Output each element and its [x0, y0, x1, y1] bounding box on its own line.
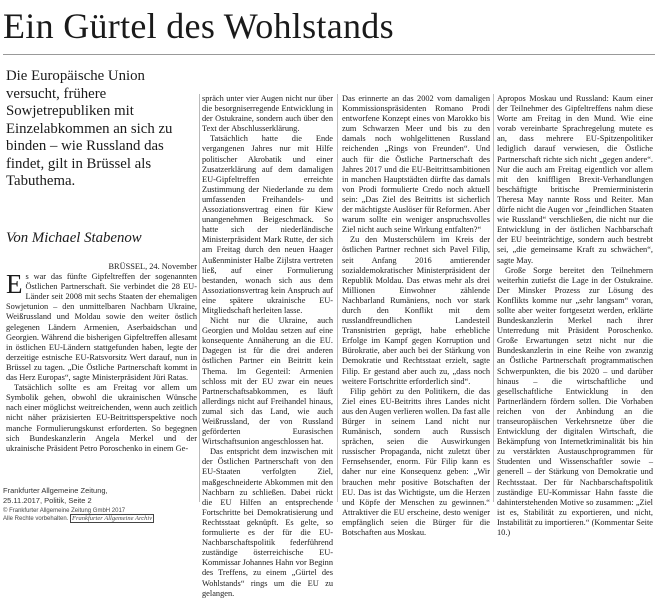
- column-3-paragraph: Das erinnerte an das 2002 vom damaligen Kommissionspräsidenten Romano Prodi entworfene Konzept eines von Marokko bis zum Schwarzen Meer und bis zu den damals noch wohlgelittenen Russland reichenden „Rings von Freunden“. Und auch für die Östliche Partnerschaft des Jahres 2017 und die EU-Beitrittsambitionen in manchen Hauptstädten dürfte das damals von Prodi formulierte Credo noch aktuell sein: „Das Ziel des Beitritts ist sicherlich der mächtigste Auslöser für Reformen. Aber warum sollte ein weniger anspruchsvolles Ziel nicht auch seine Wirkung entfalten?“: [342, 94, 490, 235]
- column-4-paragraph: Große Sorge bereitet den Teilnehmern weiterhin zutiefst die Lage in der Ostukraine. Der Minsker Prozess zur Lösung des Konflikts komme nur „sehr langsam“ voran, sollte aber weiter fortgesetzt werden, erklärte Bundeskanzlerin Merkel nach ihrer Unterredung mit Präsident Poroschenko. Große Erwartungen setzt nicht nur die Bundeskanzlerin in eine Reihe von zwanzig an Östliche Partnerschaft programmatischen Schwerpunkten, die bis 2020 – und darüber hinaus – die wirtschaftliche und gesellschaftliche Entwicklung in den Partnerländern fördern sollen. Die Vorhaben reichen von der Anbindung an die transeuropäischen Verkehrsnetze über die Entwicklung der digitalen Wirtschaft, die Bekämpfung von Internetkriminalität bis hin zu verstärkten Austauschprogrammen für Studenten und Wissenschaftler sowie – generell – der Stärkung von Demokratie und Rechtsstaat. Der für Nachbarschaftspolitik zuständige EU-Kommissar Hahn fasste die dahinterstehenden Motive so zusammen: „Ziel ist es, Stabilität zu exportieren, und nicht, Instabilität zu importieren.“ (Kommentar Seite 10.): [497, 265, 653, 538]
- dateline: BRÜSSEL, 24. November: [108, 262, 197, 271]
- column-divider: [337, 94, 338, 502]
- column-3-paragraph: Filip gehört zu den Politikern, die das Ziel eines EU-Beitritts ihres Landes nicht aus den Augen verlieren wollen. Da fast alle Bürger in seinem Land nicht nur Rumänisch, sondern auch Russisch sprächen, seien die Auswirkungen russischer Propaganda, nicht zuletzt über Fernsehsender, enorm. Für Filip kann es daher nur eine Konsequenz geben: „Wir brauchen mehr positive Botschaften der EU. Das ist das Wichtigste, um die Herzen und Köpfe der Menschen zu gewinnen.“ Attraktiver die EU erscheine, desto weniger empfänglich seien die Bürger für die Botschaften aus Moskau.: [342, 386, 490, 538]
- article-column-1: [6, 262, 197, 482]
- column-1-paragraph: Es war das fünfte Gipfeltreffen der sogenannten Östlichen Partnerschaft. Sie verbindet die 28 EU-Länder seit 2008 mit sechs Staaten der ehemaligen Sowjetunion – den unmittelbaren Nachbarn Ukraine, Weißrussland und Moldau sowie den weiter östlich gelegenen Ländern Armenien, Aserbaidschan und Georgien. Während die bisherigen Gipfeltreffen allesamt in östlichen EU-Ländern stattgefunden haben, legte der derzeitige estnische EU-Ratsvorsitz Wert darauf, nun in Brüssel zu tagen. „Die Östliche Partnerschaft kommt in das Herz Europas“, sagte Ministerpräsident Jüri Ratas.: [6, 269, 197, 383]
- source-footer: [3, 486, 243, 523]
- article-column-4: [497, 94, 653, 538]
- article-headline: Ein Gürtel des Wohlstands: [3, 6, 394, 46]
- column-2-paragraph: spräch unter vier Augen nicht nur über die besorgniserregende Entwicklung in der Ostukraine, sondern auch über den Text der Abschlusserklärung.: [202, 94, 333, 134]
- column-2-paragraph: Das entspricht dem inzwischen mit der Östlichen Partnerschaft von den EU-Staaten verfolgten Ziel, maßgeschneiderte Abkommen mit den Nachbarn zu schließen. Dabei rückt die EU Hilfen an entsprechende Fortschritte bei Demokratisierung und Rechtsstaat geknüpft. Es gelte, so formulierte es der für die EU-Nachbarschaftspolitik federführend zuständige österreichische EU-Kommissar Johannes Hahn vor Beginn des Treffens, zu einem „Gürtel des Wohlstands“ rings um die EU zu gelangen.: [202, 447, 333, 598]
- headline-rule: [3, 54, 655, 55]
- article-column-3: [342, 94, 490, 538]
- column-3-paragraph: Zu den Musterschülern im Kreis der östlichen Partner rechnet sich Pavel Filip, seit Anfang 2016 amtierender sozialdemokratischer Ministerpräsident der Republik Moldau. Das etwas mehr als drei Millionen Einwohner zählende Nachbarland Rumäniens, noch vor stark durch den Konflikt mit dem russlandfreundlichen Landesteil Transnistrien geprägt, habe erhebliche Erfolge im Kampf gegen Korruption und Bürokratie, aber auch bei der Stärkung von Demokratie und Rechtsstaat erzielt, sagte Filip. Er gestand aber auch zu, „dass noch weitere Fortschritte erforderlich sind“.: [342, 235, 490, 386]
- drop-cap: E: [6, 269, 23, 300]
- column-2-paragraph: Tatsächlich hatte die Ende vergangenen Jahres nur mit Hilfe politischer Akrobatik und einer Zusatzerklärung auf dem damaligen EU-Gipfeltreffen erreichte Zustimmung der Niederlande zu dem umfassenden Freihandels- und Assoziationsvertrag einen für Kiew unangenehmen Beigeschmack. So hatte sich der niederländische Ministerpräsident Mark Rutte, der sich am Freitag durch den neuen Haager Außenminister Halbe Zijlstra vertreten ließ, auf einer Formulierung bestanden, wonach sich aus dem Assoziationsvertrag kein Anspruch auf eine spätere ukrainische EU-Mitgliedschaft herleiten lasse.: [202, 134, 333, 315]
- column-2-paragraph: Nicht nur die Ukraine, auch Georgien und Moldau setzen auf eine konsequente Annäherung an die EU. Dagegen ist für die drei anderen östlichen Partner ein Beitritt kein Thema. Im Gegenteil: Armenien schloss mit der EU zwar ein neues Partnerschaftsabkommen, es läuft allerdings nicht auf Freihandel hinaus, zumal sich das Land, wie auch Weißrussland, der von Russland geförderten Eurasischen Wirtschaftsunion angeschlossen hat.: [202, 316, 333, 447]
- column-divider: [493, 94, 494, 502]
- column-4-paragraph: Apropos Moskau und Russland: Kaum einer der Teilnehmer des Gipfeltreffens nahm diese Worte am Freitag in den Mund. Wie eine vorab vereinbarte Sprachregelung mutete es an, dass mehrere EU-Spitzenpolitiker lediglich darauf verwiesen, die Östliche Partnerschaft richte sich nicht „gegen andere“. Nur die auch am Freitag eigentlich vor allem mit den kniffligen Brexit-Verhandlungen beschäftigte britische Premierministerin Theresa May nannte Ross und Reiter. Man dürfe nicht die Augen vor „feindlichen Staaten wie Russland“ verschließen, die nicht nur die Entwicklung in der östlichen Nachbarschaft der EU beeinträchtige, sondern auch bestrebt sei, „die gemeinsame Kraft zu schwächen“, sagte May.: [497, 94, 653, 265]
- source-line-1: Frankfurter Allgemeine Zeitung,: [3, 486, 108, 495]
- article-lead: Die Europäische Union versucht, frühere Sowjetrepubliken mit Einzelabkommen an sich zu binden – wie Russland das findet, gilt in Brüssel als Tabuthema.: [6, 68, 173, 189]
- article-column-2: [202, 94, 333, 598]
- column-1-paragraph: Tatsächlich sollte es am Freitag vor allem um Symbolik gehen, obwohl die ukrainischen Wünsche nach einer möglichst weitreichenden, wenn auch zeitlich nicht näher präzisierten EU-Beitrittsperspektive noch manche Formulierungskunst erforderten. So begegnen sich Bundeskanzlerin Angela Merkel und der ukrainische Präsident Petro Poroschenko in einem Ge-: [6, 383, 197, 453]
- copyright-line: © Frankfurter Allgemeine Zeitung GmbH 2017 Alle Rechte vorbehalten. Frankfurter Allgemeine Archiv: [3, 508, 153, 523]
- faz-archive-logo: Frankfurter Allgemeine Archiv: [72, 515, 153, 523]
- column-divider: [199, 94, 200, 502]
- article-author: Von Michael Stabenow: [6, 230, 142, 246]
- source-line-2: 25.11.2017, Politik, Seite 2: [3, 496, 92, 505]
